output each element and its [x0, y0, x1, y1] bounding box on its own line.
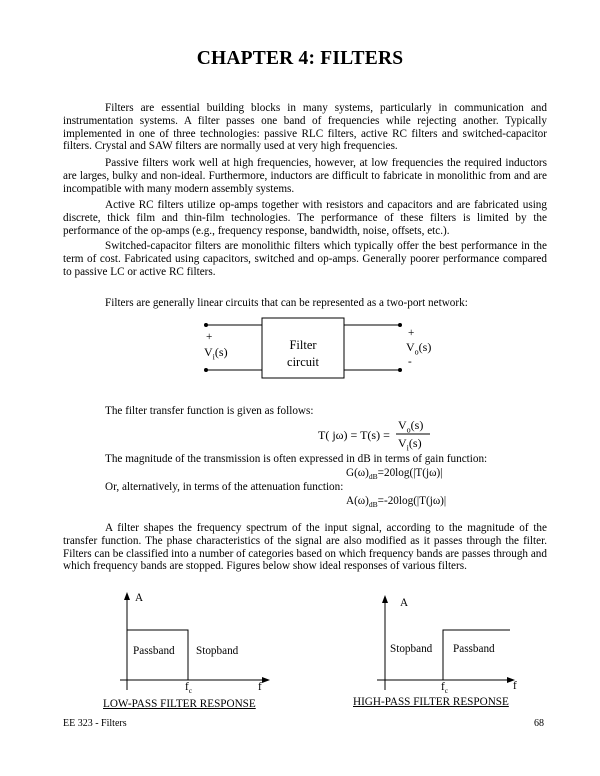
- input-voltage-label: $V_i(s)$: [204, 345, 228, 362]
- output-plus: +: [408, 327, 415, 339]
- lowpass-passband-label: Passband: [133, 645, 175, 657]
- highpass-response-plot: [345, 590, 535, 700]
- paragraph-switched-cap-text: Switched-capacitor filters are monolithic filters which typically offer the best performance in the term of cost. Fabricated using capacitors, switched and op-amps. Generally poorer performance compared to passive LC or active RC filters.: [63, 240, 547, 278]
- highpass-caption: HIGH-PASS FILTER RESPONSE: [353, 696, 509, 708]
- transfer-eq-numerator: $V_o(s)$: [398, 418, 424, 435]
- highpass-y-label: A: [400, 597, 409, 609]
- filter-block-line2: circuit: [287, 355, 319, 369]
- paragraph-switched-cap: [63, 240, 547, 278]
- input-plus: +: [206, 331, 213, 343]
- paragraph-intro: [63, 102, 547, 153]
- transfer-eq-lhs: T( jω) = T(s) =: [318, 428, 390, 442]
- paragraph-active-rc-text: Active RC filters utilize op-amps together with resistors and capacitors and are fabricated using discrete, thick film and thin-film technologies. The performance of these filters is limited by the performance of the op-amps (e.g., frequency response, bandwidth, noise, offsets, etc.).: [63, 199, 547, 237]
- highpass-stopband-label: Stopband: [390, 643, 433, 655]
- paragraph-passive: [63, 157, 547, 195]
- chapter-title: CHAPTER 4: FILTERS: [196, 48, 404, 69]
- output-minus: -: [408, 356, 412, 368]
- attenuation-intro: Or, alternatively, in terms of the attenuation function:: [105, 481, 344, 493]
- gain-equation: $G(\omega)_{dB}=20\log(|T(j\omega)|$: [346, 467, 443, 482]
- lowpass-fc-label: $f_c$: [185, 681, 193, 696]
- transfer-intro: The filter transfer function is given as follows:: [105, 405, 314, 417]
- paragraph-active-rc: [63, 199, 547, 237]
- paragraph-intro-text: Filters are essential building blocks in many systems, particularly in communication and instrumentation systems. A filter passes one band of frequencies while rejecting another. Typically implemented in one of three technologies: passive RLC filters, active RC filters and switched-capacitor filters. Crystal and SAW filters are normally used at very high frequencies.: [63, 102, 547, 153]
- paragraph-passive-text: Passive filters work well at high frequencies, however, at low frequencies the required inductors are larges, bulky and non-ideal. Furthermore, inductors are difficult to fabricate in monolithic from and are incompatible with many modern assembly systems.: [63, 157, 547, 195]
- lowpass-y-label: A: [135, 592, 144, 604]
- highpass-passband-label: Passband: [453, 643, 495, 655]
- footer-page-number: 68: [534, 718, 544, 729]
- highpass-passband-edge: [443, 630, 510, 680]
- lowpass-caption: LOW-PASS FILTER RESPONSE: [103, 698, 256, 710]
- output-voltage-label: $V_o(s)$: [406, 340, 432, 357]
- paragraph-spectrum: [63, 522, 547, 573]
- lowpass-stopband-label: Stopband: [196, 645, 239, 657]
- footer-course: EE 323 - Filters: [63, 718, 127, 729]
- two-port-intro: Filters are generally linear circuits that can be represented as a two-port network:: [105, 297, 468, 309]
- lowpass-x-label: f: [258, 681, 262, 693]
- attenuation-equation: $A(\omega)_{dB}=-20\log(|T(j\omega)|$: [346, 495, 447, 510]
- highpass-fc-label: $f_c$: [441, 681, 449, 696]
- magnitude-intro: The magnitude of the transmission is often expressed in dB in terms of gain function:: [105, 453, 488, 465]
- transfer-eq-denominator: $V_i(s)$: [398, 436, 422, 453]
- filter-block-line1: Filter: [289, 338, 317, 352]
- paragraph-spectrum-text: A filter shapes the frequency spectrum of the input signal, according to the magnitude of the transfer function. The phase characteristics of the signal are also modified as it passes through the filter. Filters can be classified into a number of categories based on which frequency bands are passes through and which frequency bands are stopped. Figures below show ideal responses of various filters.: [63, 522, 547, 573]
- highpass-x-label: f: [513, 680, 517, 692]
